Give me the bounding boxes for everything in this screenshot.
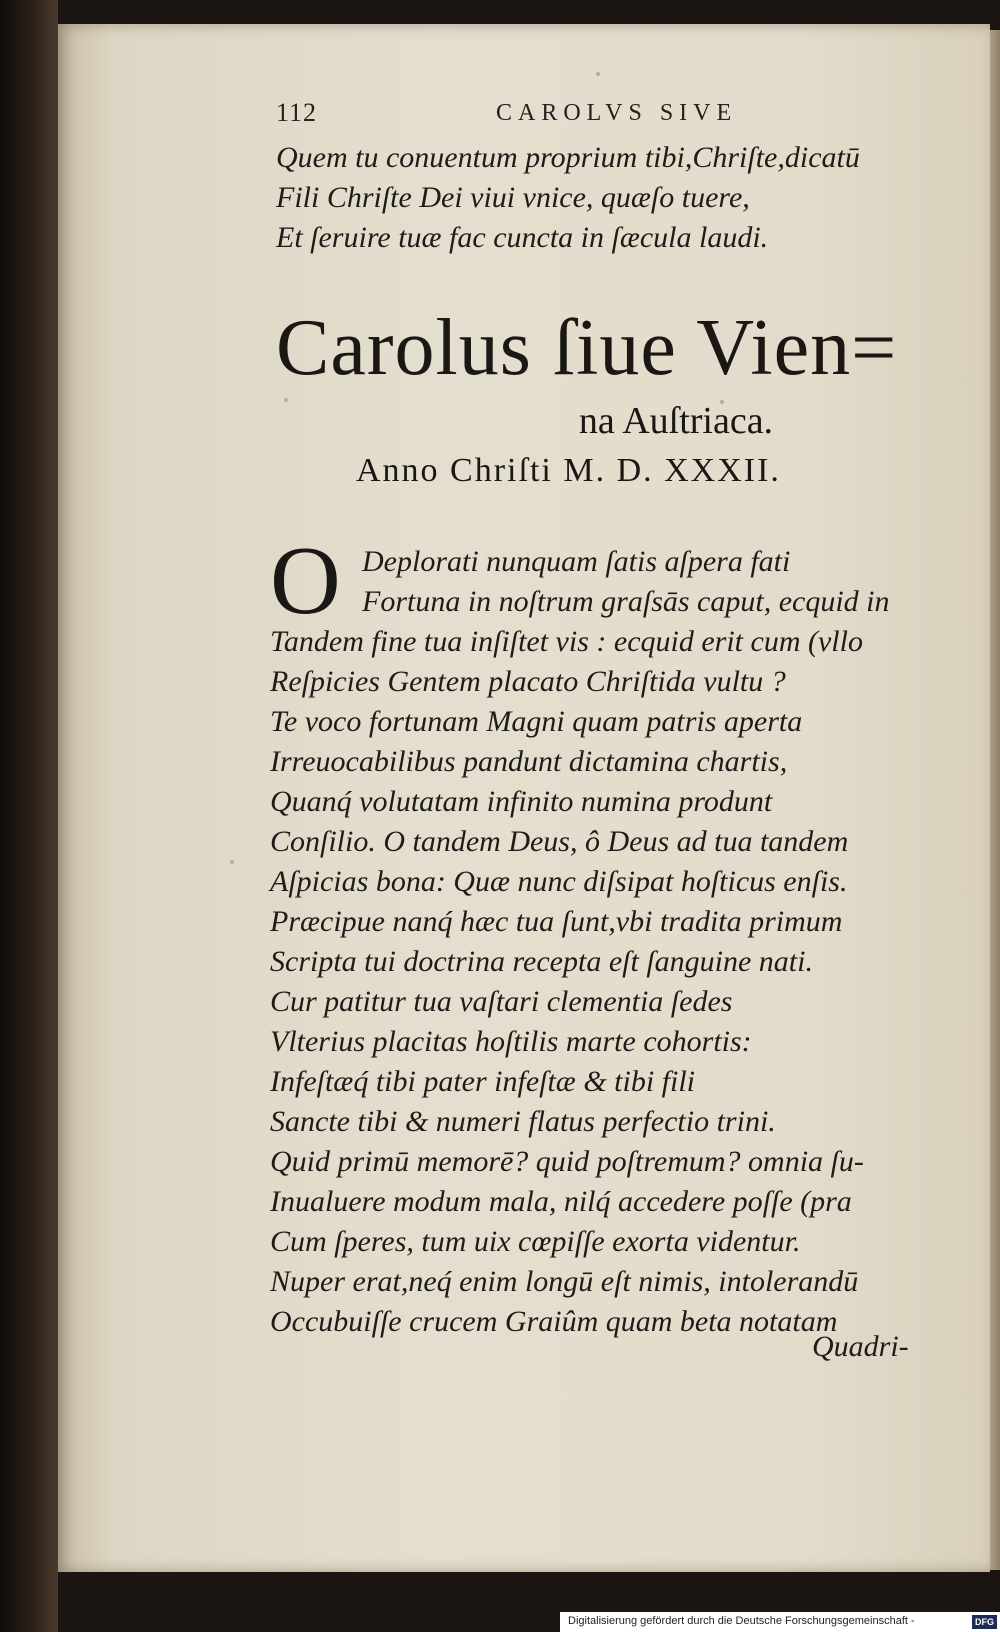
previous-poem-ending (276, 138, 956, 258)
drop-cap: O (270, 527, 341, 635)
poem-title-year: Anno Chriſti M. D. XXXII. (356, 452, 781, 489)
poem-title-line-1: Carolus ſiue Vien= (276, 304, 898, 392)
verse-line: Scripta tui doctrina recepta eſt ſanguine nati. (270, 945, 813, 978)
verse-line: Et ſeruire tuæ fac cuncta in ſæcula laudi. (276, 221, 769, 254)
poem-body (270, 527, 960, 1342)
verse-line: Fortuna in noſtrum graſsās caput, ecquid in (362, 585, 890, 618)
book-spine-shadow (0, 0, 58, 1632)
running-title: CAROLVS SIVE (496, 100, 738, 126)
verse-line: Irreuocabilibus pandunt dictamina chartis, (270, 745, 788, 778)
verse-line: Occubuiſſe crucem Graiûm quam beta notatam (270, 1305, 838, 1338)
paper-speck (596, 72, 600, 76)
funding-notice: Digitalisierung gefördert durch die Deutsche Forschungsgemeinschaft - (568, 1615, 915, 1627)
verse-line: Reſpicies Gentem placato Chriſtida vultu ? (270, 665, 786, 698)
verse-line: Præcipue nanq́ hæc tua ſunt,vbi tradita primum (270, 905, 843, 938)
first-line-text: Deplorati nunquam ſatis aſpera fati (362, 545, 791, 578)
running-head (276, 98, 796, 132)
verse-line: Quid primū memorē? quid poſtremum? omnia ſu- (270, 1145, 864, 1178)
digitization-footer (560, 1612, 1000, 1632)
verse-line: Infeſtæq́ tibi pater infeſtæ & tibi fili (270, 1065, 695, 1098)
poem-title (276, 300, 956, 496)
verse-line: Sancte tibi & numeri flatus perfectio trini. (270, 1105, 776, 1138)
page-number: 112 (276, 98, 318, 127)
verse-line: Conſilio. O tandem Deus, ô Deus ad tua tandem (270, 825, 849, 858)
verse-line: Cur patitur tua vaſtari clementia ſedes (270, 985, 733, 1018)
verse-line: Te voco fortunam Magni quam patris aperta (270, 705, 803, 738)
catchword: Quadri- (812, 1330, 909, 1363)
verse-line: Vlterius placitas hoſtilis marte cohortis: (270, 1025, 752, 1058)
verse-line: Tandem fine tua inſiſtet vis : ecquid erit cum (vllo (270, 625, 863, 658)
verse-line: Aſpicias bona: Quæ nunc diſsipat hoſticus enſis. (270, 865, 848, 898)
dfg-logo: DFG (972, 1615, 997, 1629)
paper-speck (230, 860, 234, 864)
verse-line: Nuper erat,neq́ enim longū eſt nimis, intolerandū (270, 1265, 859, 1298)
verse-line: Cum ſperes, tum uix cœpiſſe exorta videntur. (270, 1225, 801, 1258)
verse-line: Inualuere modum mala, nilq́ accedere poſſe (pra (270, 1185, 852, 1218)
verse-line: Quanq́ volutatam infinito numina produnt (270, 785, 773, 818)
verse-line: Quem tu conuentum proprium tibi,Chriſte,dicatū (276, 141, 860, 174)
verse-line: Fili Chriſte Dei viui vnice, quæſo tuere, (276, 181, 750, 214)
poem-title-line-2: na Auſtriaca. (578, 400, 774, 442)
